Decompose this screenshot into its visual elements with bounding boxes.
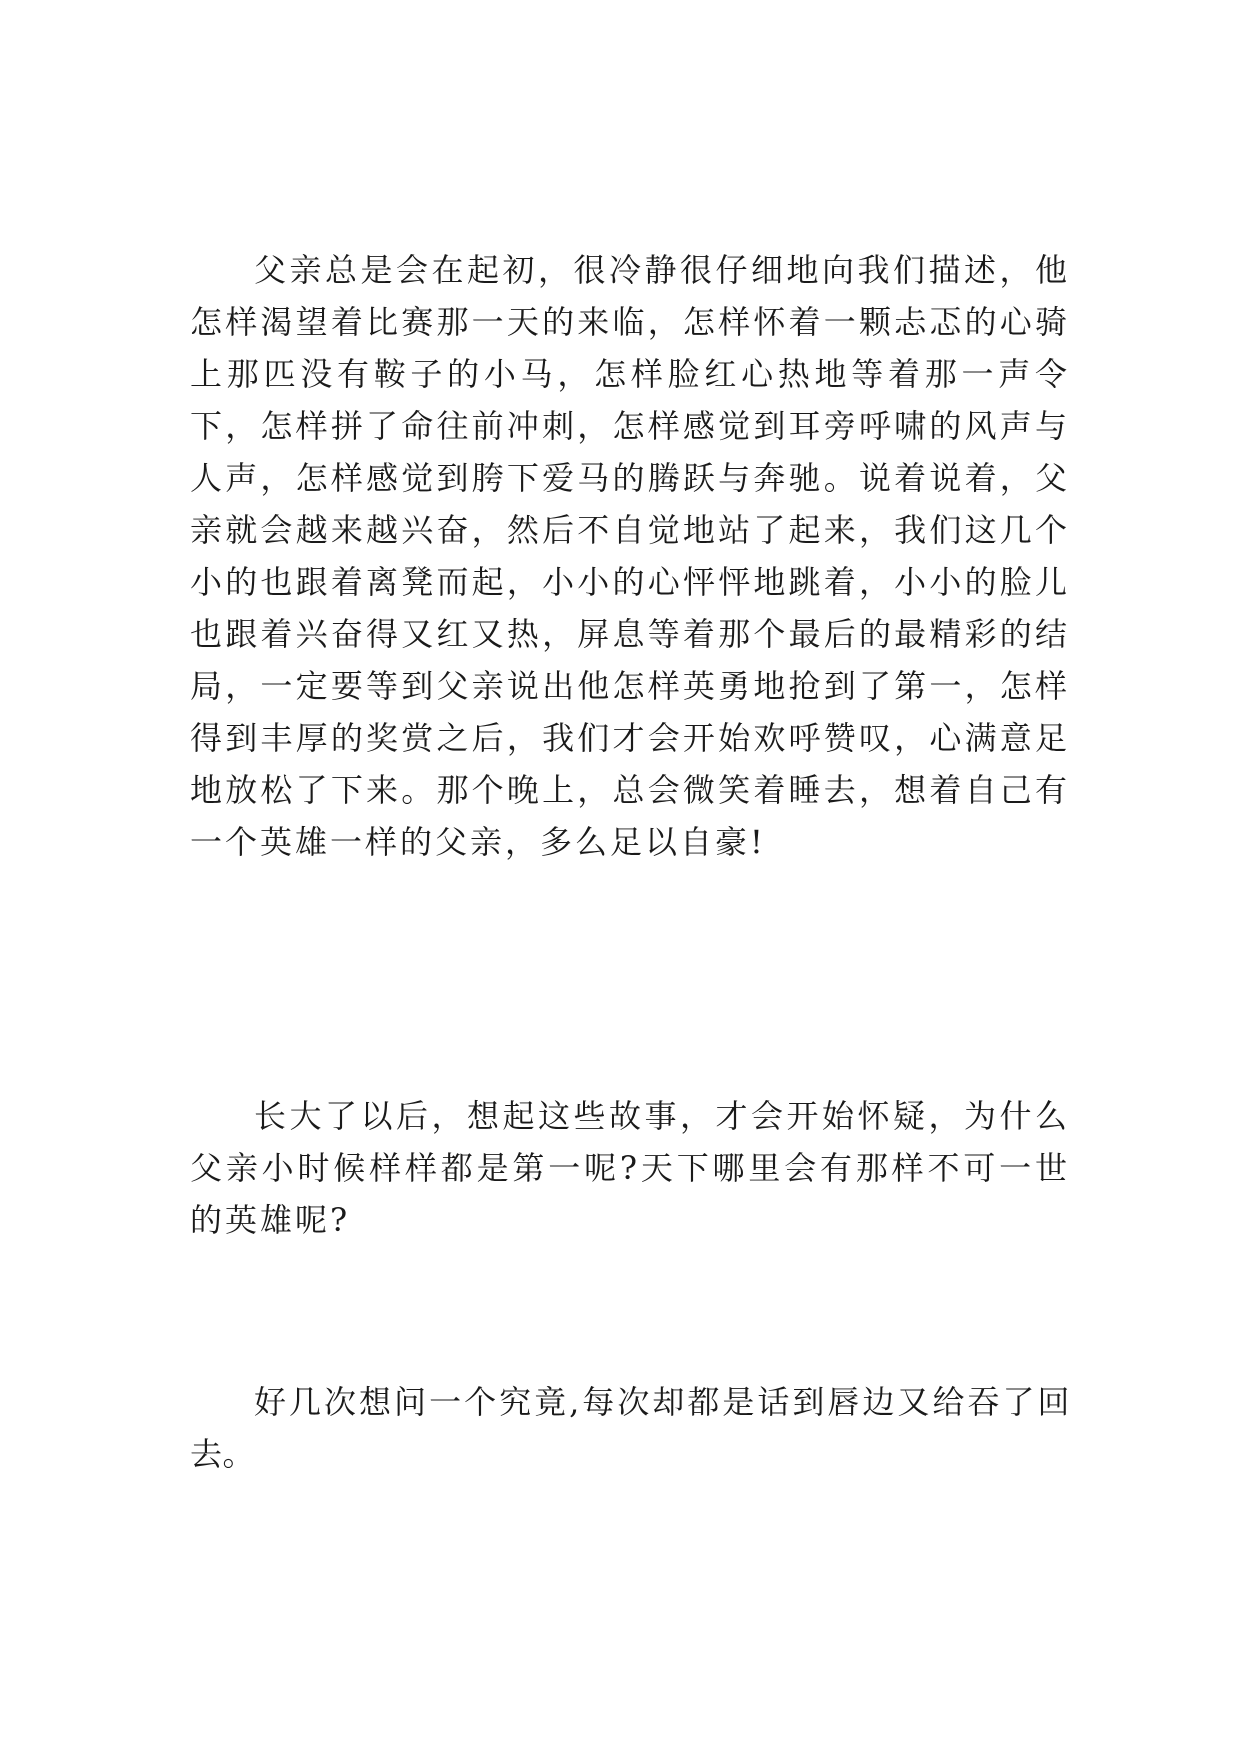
paragraph-2: 长大了以后，想起这些故事，才会开始怀疑，为什么父亲小时候样样都是第一呢?天下哪里会有那样不可一世的英雄呢? [190,1097,1070,1239]
paragraph-3: 好几次想问一个究竟,每次却都是话到唇边又给吞了回去。 [190,1383,1070,1473]
paragraph-1: 父亲总是会在起初，很冷静很仔细地向我们描述，他怎样渴望着比赛那一天的来临，怎样怀着一颗忐忑的心骑上那匹没有鞍子的小马，怎样脸红心热地等着那一声令下，怎样拼了命往前冲刺，怎样感觉到耳旁呼啸的风声与人声，怎样感觉到胯下爱马的腾跃与奔驰。说着说着，父亲就会越来越兴奋，然后不自觉地站了起来，我们这几个小的也跟着离凳而起，小小的心怦怦地跳着，小小的脸儿也跟着兴奋得又红又热，屏息等着那个最后的最精彩的结局，一定要等到父亲说出他怎样英勇地抢到了第一，怎样得到丰厚的奖赏之后，我们才会开始欢呼赞叹，心满意足地放松了下来。那个晚上，总会微笑着睡去，想着自己有一个英雄一样的父亲，多么足以自豪! [190,251,1070,861]
